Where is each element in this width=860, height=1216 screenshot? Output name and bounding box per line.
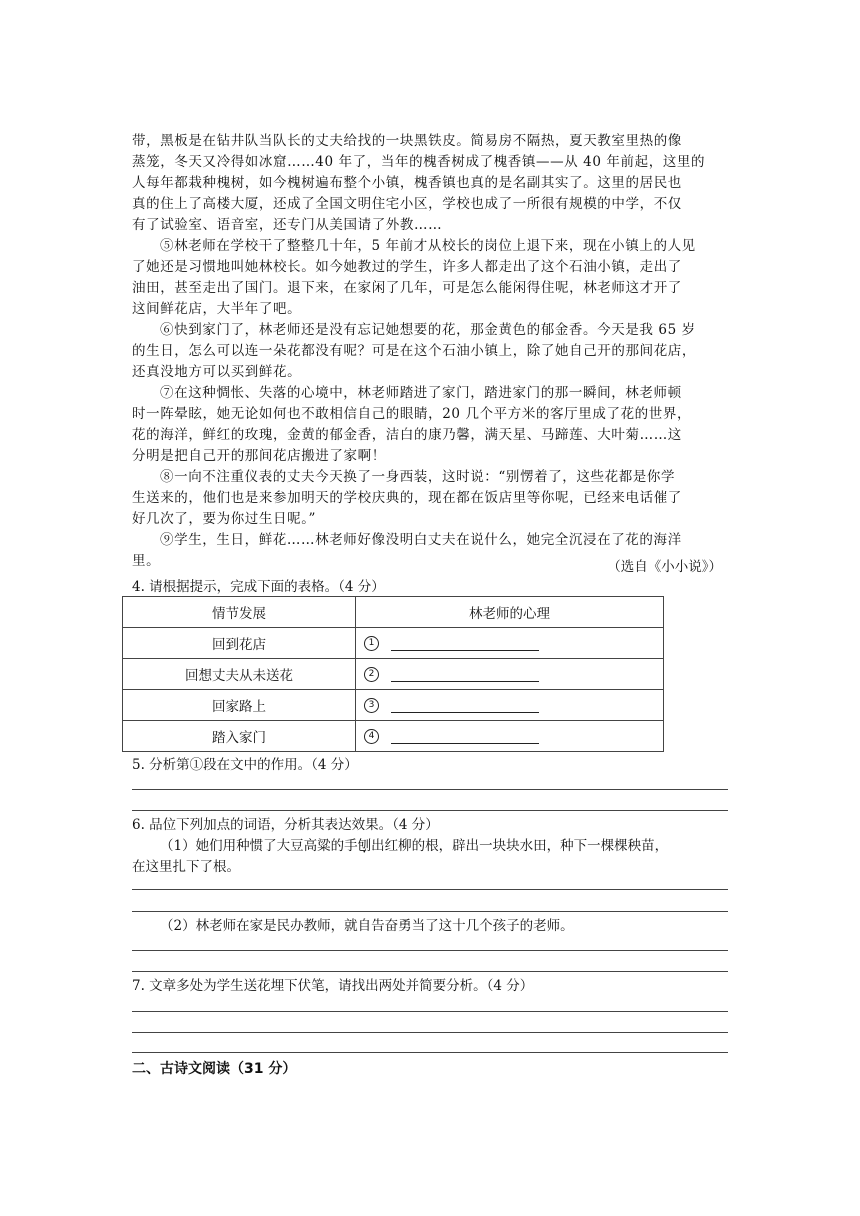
answer-blank[interactable] [391, 698, 539, 713]
paragraph-6: ⑥快到家门了，林老师还是没有忘记她想要的花，那金黄色的郁金香。今天是我 65 岁 [160, 322, 696, 338]
plot-cell: 回想丈夫从未送花 [123, 659, 356, 690]
passage-line: 还真没地方可以买到鲜花。 [132, 364, 302, 380]
answer-line[interactable] [132, 911, 728, 912]
plot-cell: 回到花店 [123, 628, 356, 659]
header-plot: 情节发展 [123, 597, 356, 628]
passage-line: 油田，甚至走出了国门。退下来，在家闲了几年，可是怎么能闲得住呢，林老师这才开了 [132, 280, 682, 296]
passage-line: 里。 [132, 553, 161, 569]
paragraph-9: ⑨学生，生日，鲜花……林老师好像没明白丈夫在说什么，她完全沉浸在了花的海洋 [160, 532, 682, 548]
answer-line[interactable] [132, 971, 728, 972]
answer-line[interactable] [132, 789, 728, 790]
passage-line: 蒸笼，冬天又冷得如冰窟……40 年了，当年的槐香树成了槐香镇——从 40 年前起，这里的 [132, 154, 706, 170]
plot-cell: 回家路上 [123, 690, 356, 721]
passage-line: 带，黑板是在钻井队当队长的丈夫给找的一块黑铁皮。简易房不隔热，夏天教室里热的像 [132, 133, 682, 149]
circled-number: 4 [364, 729, 379, 744]
circled-number: 3 [364, 698, 379, 713]
answer-table [122, 596, 664, 752]
paragraph-7: ⑦在这种惆怅、失落的心境中，林老师踏进了家门，踏进家门的那一瞬间，林老师顿 [160, 385, 682, 401]
question-6-prompt: 6. 品位下列加点的词语，分析其表达效果。（4 分） [132, 817, 439, 833]
answer-line[interactable] [132, 1052, 728, 1053]
answer-cell[interactable] [356, 628, 664, 659]
table-row [123, 659, 664, 690]
passage-line: 分明是把自己开的那间花店搬进了家啊！ [132, 448, 386, 464]
passage-line: 花的海洋，鲜红的玫瑰，金黄的郁金香，洁白的康乃馨，满天星、马蹄莲、大叶菊……这 [132, 427, 682, 443]
circled-number: 1 [364, 636, 379, 651]
answer-blank[interactable] [391, 667, 539, 682]
answer-cell[interactable] [356, 690, 664, 721]
answer-line[interactable] [132, 1032, 728, 1033]
question-6-sub1: （1）她们用种惯了大豆高粱的手刨出红柳的根，辟出一块块水田，种下一棵棵秧苗， [160, 838, 669, 854]
question-6-sub1-cont: 在这里扎下了根。 [132, 859, 240, 875]
answer-blank[interactable] [391, 636, 539, 651]
paragraph-8: ⑧一向不注重仪表的丈夫今天换了一身西装，这时说：“别愣着了，这些花都是你学 [160, 469, 676, 485]
passage-line: 生送来的，他们也是来参加明天的学校庆典的，现在都在饭店里等你呢，已经来电话催了 [132, 490, 682, 506]
passage-source: （选自《小小说》） [607, 559, 722, 575]
question-7-prompt: 7. 文章多处为学生送花埋下伏笔，请找出两处并简要分析。（4 分） [132, 978, 534, 994]
table-row [123, 690, 664, 721]
passage-line: 真的住上了高楼大厦，还成了全国文明住宅小区，学校也成了一所很有规模的中学，不仅 [132, 196, 682, 212]
answer-line[interactable] [132, 950, 728, 951]
answer-cell[interactable] [356, 721, 664, 752]
plot-cell: 踏入家门 [123, 721, 356, 752]
passage-line: 时一阵晕眩，她无论如何也不敢相信自己的眼睛，20 几个平方米的客厅里成了花的世界， [132, 406, 692, 422]
paragraph-5: ⑤林老师在学校干了整整几十年，5 年前才从校长的岗位上退下来，现在小镇上的人见 [160, 238, 696, 254]
answer-blank[interactable] [391, 729, 539, 744]
question-4-prompt: 4. 请根据提示，完成下面的表格。（4 分） [132, 579, 385, 595]
answer-cell[interactable] [356, 659, 664, 690]
table-header-row [123, 597, 664, 628]
answer-line[interactable] [132, 1011, 728, 1012]
question-5-prompt: 5. 分析第①段在文中的作用。（4 分） [132, 757, 358, 773]
passage-line: 有了试验室、语音室，还专门从美国请了外教…… [132, 217, 443, 233]
dotted-word: 刨 [357, 838, 372, 854]
header-psychology: 林老师的心理 [356, 597, 664, 628]
answer-line[interactable] [132, 810, 728, 811]
passage-line: 的生日，怎么可以连一朵花都没有呢？可是在这个石油小镇上，除了她自己开的那间花店， [132, 343, 696, 359]
question-6-sub2: （2）林老师在家是民办教师，就自告奋勇当了这十几个孩子的老师。 [160, 918, 574, 934]
passage-line: 了她还是习惯地叫她林校长。如今她教过的学生，许多人都走出了这个石油小镇，走出了 [132, 259, 682, 275]
table-row [123, 721, 664, 752]
answer-line[interactable] [132, 889, 728, 890]
table-row [123, 628, 664, 659]
passage-line: 好几次了，要为你过生日呢。” [132, 511, 317, 527]
passage-line: 这间鲜花店，大半年了吧。 [132, 301, 302, 317]
circled-number: 2 [364, 667, 379, 682]
passage-line: 人每年都栽种槐树，如今槐树遍布整个小镇，槐香镇也真的是名副其实了。这里的居民也 [132, 175, 682, 191]
section-heading: 二、古诗文阅读（31 分） [132, 1061, 297, 1077]
